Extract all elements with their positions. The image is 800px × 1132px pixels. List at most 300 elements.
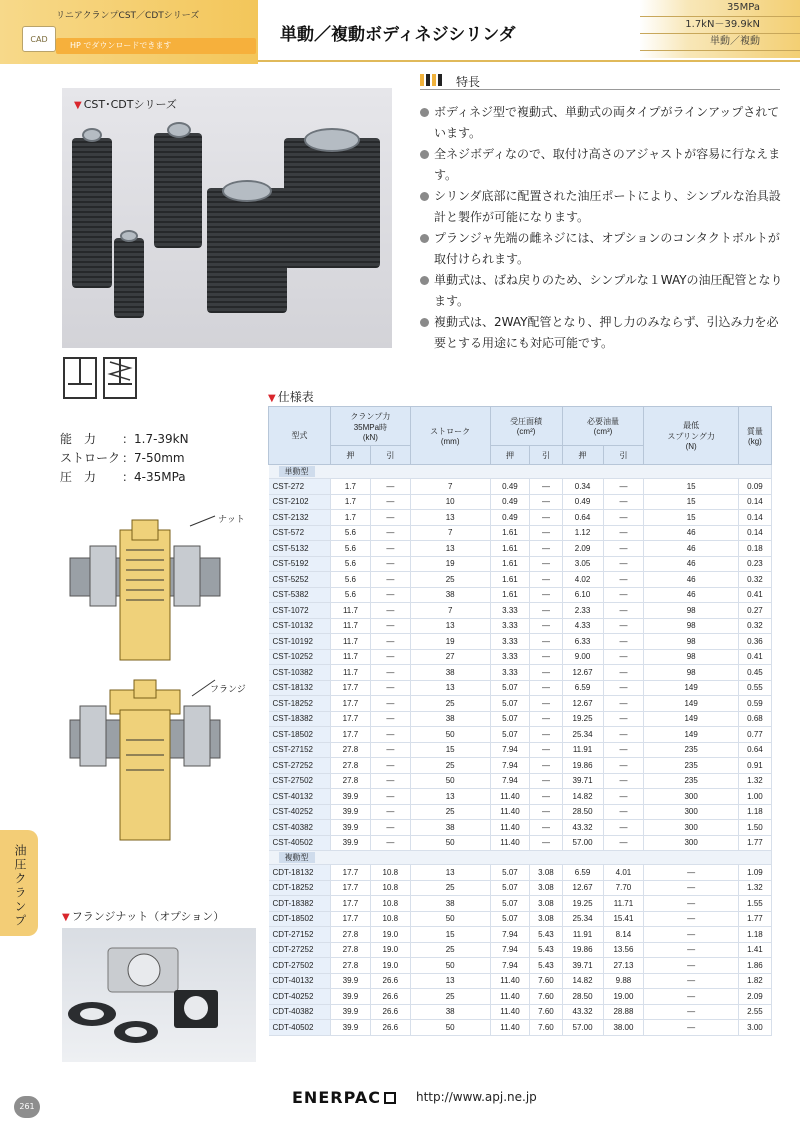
table-cell: 17.7 [331, 696, 371, 712]
table-cell: 11.40 [490, 804, 530, 820]
table-cell: 1.12 [562, 525, 603, 541]
table-cell: — [603, 773, 644, 789]
model-cell: CDT-18252 [269, 880, 331, 896]
table-cell: 25 [410, 758, 490, 774]
table-cell: — [530, 556, 562, 572]
table-cell: — [603, 525, 644, 541]
table-cell: — [603, 665, 644, 681]
table-cell: 5.6 [331, 572, 371, 588]
table-cell: — [603, 804, 644, 820]
flange-label: フランジ [210, 685, 246, 695]
table-cell: 1.32 [738, 773, 771, 789]
table-cell: — [370, 789, 410, 805]
table-cell: 17.7 [331, 711, 371, 727]
table-cell: 98 [644, 665, 738, 681]
table-cell: 11.40 [490, 1004, 530, 1020]
table-cell: 1.18 [738, 927, 771, 943]
table-cell: 39.71 [562, 958, 603, 974]
table-cell: 17.7 [331, 865, 371, 881]
table-cell: 1.82 [738, 973, 771, 989]
table-cell: 98 [644, 649, 738, 665]
group-label: 単動型 [279, 466, 315, 477]
table-cell: 19.25 [562, 896, 603, 912]
table-cell: 50 [410, 958, 490, 974]
table-cell: 19.0 [370, 958, 410, 974]
table-row [269, 804, 772, 820]
website-link[interactable]: http://www.apj.ne.jp [416, 1090, 537, 1104]
table-cell: 6.33 [562, 634, 603, 650]
header-spec-panel [640, 0, 800, 58]
model-cell: CST-18502 [269, 727, 331, 743]
table-cell: 27.8 [331, 758, 371, 774]
table-cell: 5.6 [331, 556, 371, 572]
table-cell: 3.33 [490, 634, 530, 650]
table-cell: 17.7 [331, 680, 371, 696]
table-cell: 25 [410, 572, 490, 588]
table-cell: 10.8 [370, 911, 410, 927]
table-cell: 0.32 [738, 618, 771, 634]
table-cell: 11.71 [603, 896, 644, 912]
table-cell: 1.7 [331, 510, 371, 526]
model-cell: CST-10382 [269, 665, 331, 681]
table-cell: 235 [644, 773, 738, 789]
table-cell: 43.32 [562, 820, 603, 836]
table-cell: 1.77 [738, 911, 771, 927]
features-list [418, 102, 790, 354]
table-row [269, 742, 772, 758]
table-cell: 5.6 [331, 541, 371, 557]
table-cell: 5.6 [331, 525, 371, 541]
header-series-panel [0, 0, 258, 64]
table-row [269, 572, 772, 588]
table-row [269, 510, 772, 526]
table-cell: 25.34 [562, 911, 603, 927]
table-cell: 15 [644, 494, 738, 510]
model-cell: CDT-40382 [269, 1004, 331, 1020]
table-cell: 1.61 [490, 556, 530, 572]
triangle-bullet-icon: ▼ [268, 393, 276, 404]
table-group-row [269, 851, 772, 865]
table-row [269, 789, 772, 805]
table-cell: 38 [410, 1004, 490, 1020]
table-cell: 3.08 [530, 880, 562, 896]
model-cell: CDT-40502 [269, 1020, 331, 1036]
table-row [269, 820, 772, 836]
triangle-bullet-icon: ▼ [74, 100, 82, 111]
table-cell: 7.60 [530, 989, 562, 1005]
table-cell: 0.34 [562, 479, 603, 495]
table-cell: 19.86 [562, 758, 603, 774]
table-cell: 5.43 [530, 942, 562, 958]
table-cell: — [644, 896, 738, 912]
table-cell: — [370, 742, 410, 758]
model-cell: CST-10132 [269, 618, 331, 634]
table-cell: 11.40 [490, 789, 530, 805]
table-cell: — [530, 711, 562, 727]
model-cell: CDT-18502 [269, 911, 331, 927]
table-cell: 10 [410, 494, 490, 510]
table-cell: 25 [410, 804, 490, 820]
table-cell: 15.41 [603, 911, 644, 927]
table-cell: 0.77 [738, 727, 771, 743]
table-cell: — [644, 880, 738, 896]
model-cell: CST-27152 [269, 742, 331, 758]
table-cell: 11.7 [331, 634, 371, 650]
table-cell: 10.8 [370, 880, 410, 896]
col-mass: 質量 (kg) [738, 407, 771, 465]
table-cell: 14.82 [562, 973, 603, 989]
table-cell: 0.91 [738, 758, 771, 774]
table-cell: 19 [410, 556, 490, 572]
table-cell: — [370, 835, 410, 851]
table-cell: 300 [644, 835, 738, 851]
model-cell: CST-272 [269, 479, 331, 495]
table-cell: 300 [644, 820, 738, 836]
table-cell: 19.25 [562, 711, 603, 727]
cylinder-image [284, 138, 380, 268]
table-cell: 3.08 [530, 865, 562, 881]
table-cell: — [603, 479, 644, 495]
table-cell: — [370, 820, 410, 836]
col-clamp-force: クランプ力 35MPa時 (kN) [331, 407, 411, 446]
table-row [269, 758, 772, 774]
cylinder-image [82, 128, 102, 142]
table-cell: 11.40 [490, 1020, 530, 1036]
feature-item: 全ネジボディなので、取付け高さのアジャストが容易に行なえます。 [418, 144, 790, 186]
table-cell: 43.32 [562, 1004, 603, 1020]
table-cell: 2.55 [738, 1004, 771, 1020]
model-cell: CST-18132 [269, 680, 331, 696]
table-cell: 0.64 [738, 742, 771, 758]
table-row [269, 541, 772, 557]
table-row [269, 942, 772, 958]
model-cell: CST-10252 [269, 649, 331, 665]
table-cell: — [644, 989, 738, 1005]
table-cell: 0.59 [738, 696, 771, 712]
table-cell: 13.56 [603, 942, 644, 958]
cross-section-diagrams [60, 510, 260, 850]
table-cell: 39.9 [331, 835, 371, 851]
table-cell: — [603, 494, 644, 510]
table-cell: 1.18 [738, 804, 771, 820]
table-cell: 12.67 [562, 880, 603, 896]
cylinder-image [120, 230, 138, 242]
table-cell: — [370, 711, 410, 727]
model-cell: CST-40502 [269, 835, 331, 851]
model-cell: CST-2102 [269, 494, 331, 510]
table-cell: — [370, 634, 410, 650]
table-cell: 46 [644, 525, 738, 541]
table-cell: 13 [410, 541, 490, 557]
table-cell: — [530, 696, 562, 712]
table-cell: 27.8 [331, 773, 371, 789]
table-cell: — [370, 696, 410, 712]
table-row [269, 865, 772, 881]
table-cell: 3.33 [490, 618, 530, 634]
table-cell: 13 [410, 510, 490, 526]
table-cell: 2.09 [562, 541, 603, 557]
table-cell: — [530, 525, 562, 541]
table-cell: 39.9 [331, 973, 371, 989]
table-cell: 13 [410, 973, 490, 989]
table-row [269, 989, 772, 1005]
model-cell: CST-27502 [269, 773, 331, 789]
table-cell: 26.6 [370, 989, 410, 1005]
table-cell: 5.07 [490, 711, 530, 727]
table-cell: — [530, 479, 562, 495]
table-cell: 19.86 [562, 942, 603, 958]
table-cell: 1.7 [331, 479, 371, 495]
table-cell: — [370, 758, 410, 774]
table-cell: 5.07 [490, 680, 530, 696]
table-cell: 27.8 [331, 942, 371, 958]
model-cell: CDT-40132 [269, 973, 331, 989]
table-cell: — [370, 494, 410, 510]
spec-summary-row: 能 力 ：1.7-39kN [60, 432, 189, 446]
table-cell: — [370, 680, 410, 696]
flange-nut-photo [62, 928, 256, 1062]
table-cell: 57.00 [562, 1020, 603, 1036]
model-cell: CDT-40252 [269, 989, 331, 1005]
table-cell: 5.6 [331, 587, 371, 603]
table-cell: 149 [644, 680, 738, 696]
table-cell: 25 [410, 989, 490, 1005]
model-cell: CDT-18382 [269, 896, 331, 912]
col-push: 押 [562, 446, 603, 465]
table-cell: 19.0 [370, 942, 410, 958]
table-cell: — [603, 618, 644, 634]
table-cell: 5.07 [490, 865, 530, 881]
table-cell: 5.07 [490, 911, 530, 927]
table-cell: 0.41 [738, 587, 771, 603]
table-cell: — [644, 1020, 738, 1036]
table-cell: — [370, 603, 410, 619]
table-row [269, 479, 772, 495]
table-cell: — [370, 541, 410, 557]
table-cell: 38 [410, 587, 490, 603]
table-cell: 26.6 [370, 1004, 410, 1020]
model-cell: CDT-27502 [269, 958, 331, 974]
table-cell: — [530, 742, 562, 758]
table-cell: 235 [644, 758, 738, 774]
download-note[interactable]: HP でダウンロードできます [56, 38, 256, 54]
triangle-bullet-icon: ▼ [62, 912, 70, 923]
table-cell: 38 [410, 896, 490, 912]
table-cell: — [603, 820, 644, 836]
cylinder-image [167, 122, 191, 138]
page-header [0, 0, 800, 64]
table-cell: — [370, 525, 410, 541]
table-cell: 50 [410, 911, 490, 927]
section-side-tab[interactable]: 油圧クランプ [0, 830, 38, 936]
page-number: 261 [14, 1096, 40, 1118]
table-cell: 7.94 [490, 758, 530, 774]
table-cell: 17.7 [331, 896, 371, 912]
table-cell: 1.41 [738, 942, 771, 958]
table-row [269, 556, 772, 572]
table-cell: 50 [410, 1020, 490, 1036]
table-cell: 7 [410, 603, 490, 619]
table-cell: 11.7 [331, 618, 371, 634]
table-cell: — [370, 618, 410, 634]
table-cell: 17.7 [331, 880, 371, 896]
table-cell: — [530, 649, 562, 665]
table-cell: 7.60 [530, 1020, 562, 1036]
table-cell: — [603, 789, 644, 805]
table-cell: 15 [644, 510, 738, 526]
table-cell: — [530, 835, 562, 851]
table-row [269, 525, 772, 541]
table-cell: — [370, 587, 410, 603]
table-cell: 11.91 [562, 742, 603, 758]
table-cell: 0.55 [738, 680, 771, 696]
table-cell: — [644, 927, 738, 943]
model-cell: CST-18382 [269, 711, 331, 727]
table-cell: — [530, 665, 562, 681]
table-cell: — [603, 680, 644, 696]
header-divider [258, 60, 800, 62]
table-cell: — [530, 820, 562, 836]
table-cell: 0.27 [738, 603, 771, 619]
table-cell: 3.00 [738, 1020, 771, 1036]
table-cell: 0.64 [562, 510, 603, 526]
col-oil: 必要油量 (cm³) [562, 407, 644, 446]
cylinder-cross-section-icon [60, 510, 260, 850]
header-action-type: 単動／複動 [640, 34, 800, 51]
table-cell: 11.40 [490, 989, 530, 1005]
table-cell: — [603, 649, 644, 665]
table-cell: 15 [410, 927, 490, 943]
table-cell: 0.36 [738, 634, 771, 650]
feature-item: シリンダ底部に配置された油圧ポートにより、シンプルな治具設計と製作が可能になります。 [418, 186, 790, 228]
table-cell: 7.70 [603, 880, 644, 896]
table-cell: 149 [644, 727, 738, 743]
table-cell: 25.34 [562, 727, 603, 743]
table-cell: 15 [644, 479, 738, 495]
table-cell: — [370, 510, 410, 526]
table-cell: 3.33 [490, 649, 530, 665]
table-cell: 38 [410, 820, 490, 836]
table-cell: 1.55 [738, 896, 771, 912]
table-cell: — [530, 618, 562, 634]
table-cell: — [530, 789, 562, 805]
model-cell: CST-5132 [269, 541, 331, 557]
page-footer [292, 1088, 537, 1107]
table-cell: 8.14 [603, 927, 644, 943]
table-cell: 0.45 [738, 665, 771, 681]
table-cell: 3.08 [530, 911, 562, 927]
feature-item: ボディネジ型で複動式、単動式の両タイプがラインアップされています。 [418, 102, 790, 144]
table-cell: 39.71 [562, 773, 603, 789]
table-row [269, 711, 772, 727]
table-cell: 14.82 [562, 789, 603, 805]
table-cell: 11.7 [331, 665, 371, 681]
table-cell: 1.7 [331, 494, 371, 510]
table-cell: 0.49 [562, 494, 603, 510]
features-heading [420, 72, 780, 90]
table-cell: 7.94 [490, 927, 530, 943]
table-cell: 0.18 [738, 541, 771, 557]
table-cell: 28.50 [562, 989, 603, 1005]
cad-badge-icon: CAD [22, 26, 56, 52]
table-cell: 39.9 [331, 1020, 371, 1036]
series-name: リニアクランプCST／CDTシリーズ [56, 11, 200, 21]
cylinder-image [114, 238, 144, 318]
model-cell: CDT-27252 [269, 942, 331, 958]
table-cell: — [370, 727, 410, 743]
table-cell: — [644, 942, 738, 958]
table-cell: 17.7 [331, 911, 371, 927]
table-cell: — [603, 556, 644, 572]
table-cell: 1.50 [738, 820, 771, 836]
table-row [269, 696, 772, 712]
table-cell: — [603, 711, 644, 727]
table-cell: 11.40 [490, 973, 530, 989]
table-cell: 1.09 [738, 865, 771, 881]
table-cell: 0.41 [738, 649, 771, 665]
spec-summary [60, 430, 189, 487]
features-title: 特長 [456, 75, 481, 89]
model-cell: CST-2132 [269, 510, 331, 526]
table-row [269, 587, 772, 603]
table-group-row [269, 465, 772, 479]
table-cell: 50 [410, 773, 490, 789]
table-cell: 27.8 [331, 927, 371, 943]
table-cell: — [370, 479, 410, 495]
table-cell: 0.23 [738, 556, 771, 572]
header-pressure: 35MPa [640, 0, 800, 17]
table-row [269, 973, 772, 989]
spec-summary-row: 圧 力 ：4-35MPa [60, 470, 186, 484]
table-cell: 39.9 [331, 989, 371, 1005]
table-cell: 5.43 [530, 958, 562, 974]
table-cell: 7.94 [490, 942, 530, 958]
table-cell: 38.00 [603, 1020, 644, 1036]
table-cell: — [370, 773, 410, 789]
table-cell: 235 [644, 742, 738, 758]
table-cell: 5.07 [490, 880, 530, 896]
table-cell: 26.6 [370, 1020, 410, 1036]
nut-label: ナット [218, 515, 245, 525]
table-cell: 0.14 [738, 510, 771, 526]
cylinder-image [72, 138, 112, 288]
col-spring: 最低 スプリング力 (N) [644, 407, 738, 465]
table-cell: 27.8 [331, 742, 371, 758]
table-cell: 12.67 [562, 696, 603, 712]
table-cell: 300 [644, 789, 738, 805]
table-cell: 27 [410, 649, 490, 665]
table-cell: 57.00 [562, 835, 603, 851]
cylinder-image [154, 133, 202, 248]
table-row [269, 927, 772, 943]
table-cell: 25 [410, 942, 490, 958]
table-cell: 19 [410, 634, 490, 650]
table-cell: 13 [410, 789, 490, 805]
model-cell: CST-40252 [269, 804, 331, 820]
table-cell: 0.49 [490, 510, 530, 526]
table-row [269, 680, 772, 696]
table-cell: 19.00 [603, 989, 644, 1005]
table-cell: 28.50 [562, 804, 603, 820]
table-cell: 39.9 [331, 820, 371, 836]
table-cell: 46 [644, 587, 738, 603]
flange-nut-heading: ▼ フランジナット（オプション） [62, 910, 225, 923]
cylinder-image [222, 180, 272, 202]
table-cell: 98 [644, 603, 738, 619]
table-cell: 2.33 [562, 603, 603, 619]
table-cell: — [603, 835, 644, 851]
cylinder-image [207, 188, 287, 313]
